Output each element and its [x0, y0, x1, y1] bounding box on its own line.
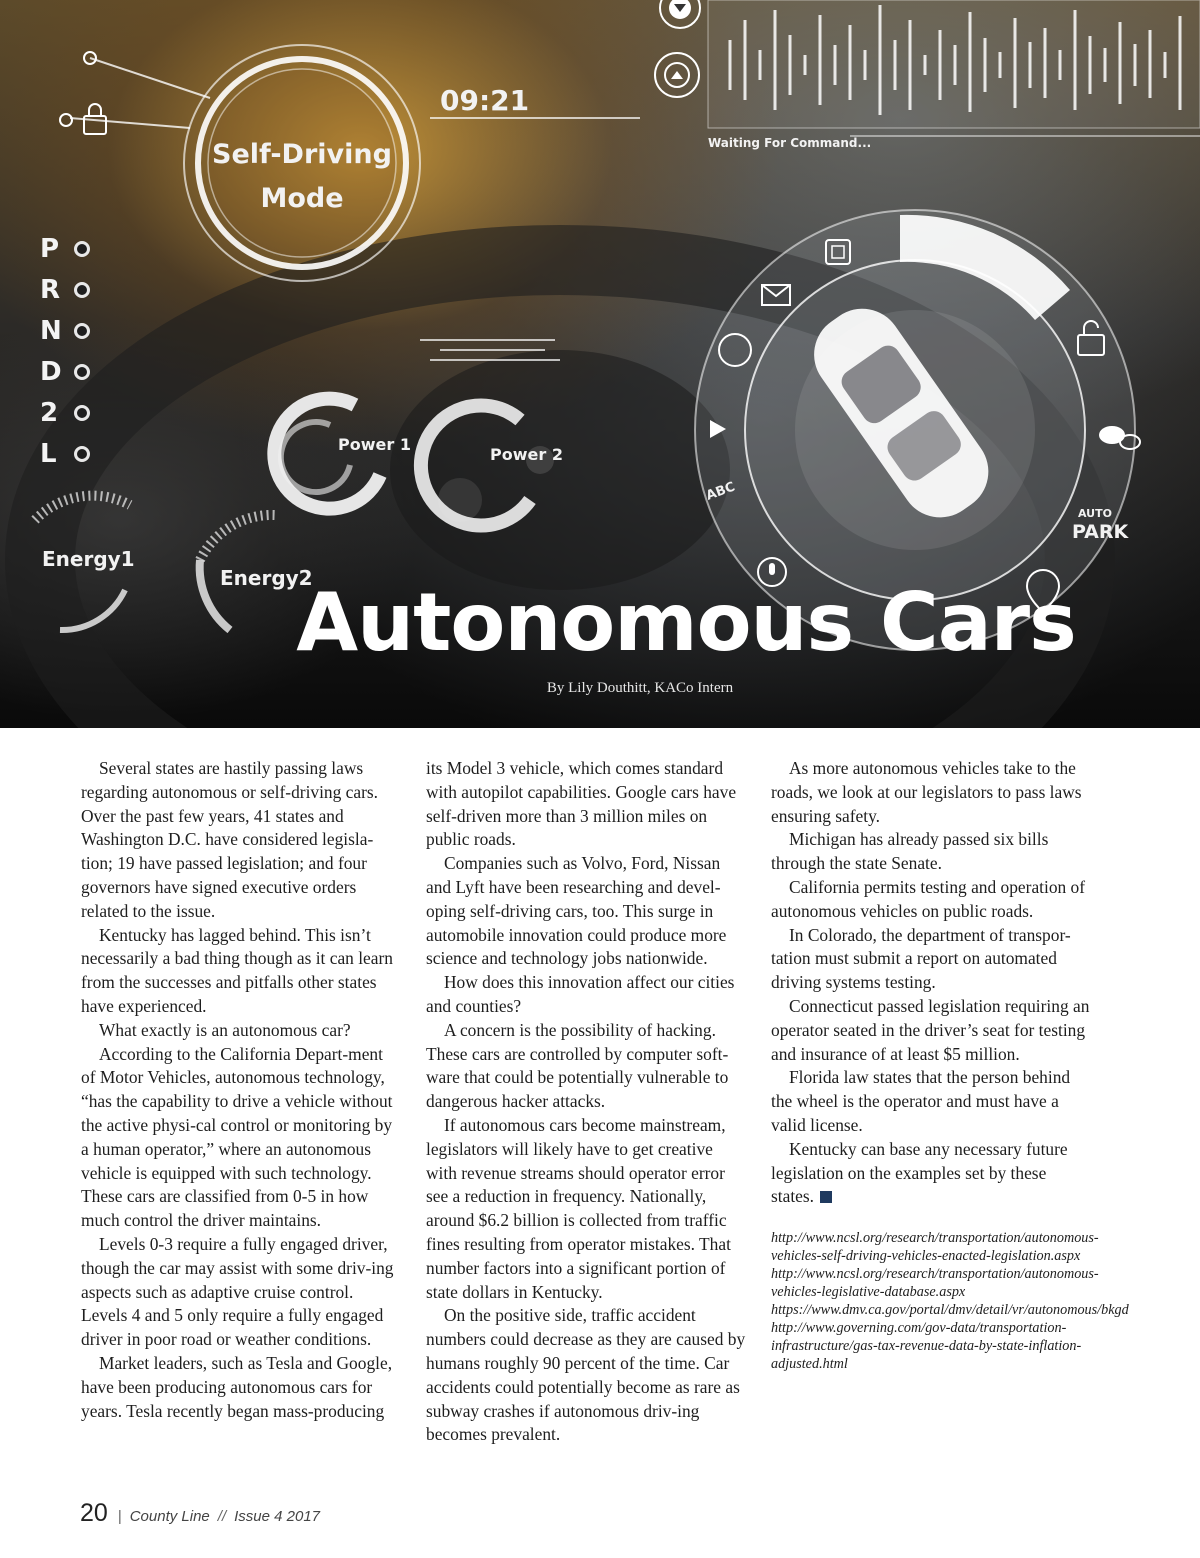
energy1-label: Energy1	[42, 547, 135, 571]
article-column-1	[81, 757, 401, 1423]
gear-row	[40, 392, 100, 433]
paragraph: California permits testing and operation of autonomous vehicles on public roads.	[771, 876, 1086, 921]
paragraph: If autonomous cars become mainstream, legislators will likely have to get creative with revenue streams should operator error see a reduction in frequency. Nationally, around $6.2 billion is collected from traffic fines resulting from operator mistakes. That number factors into a significant portion of state dollars in Kentucky.	[426, 1114, 731, 1302]
gear-indicator-icon	[74, 364, 90, 380]
paragraph: Florida law states that the person behind the wheel is the operator and must have a valid license.	[771, 1067, 1071, 1135]
scroll-down-icon	[660, 0, 700, 28]
issue-label: Issue 4 2017	[234, 1508, 321, 1525]
paragraph: Michigan has already passed six bills through the state Senate.	[771, 829, 1049, 874]
paragraph: its Model 3 vehicle, which comes standard with autopilot capabilities. Google cars have self-driven more than 3 million miles on public roads.	[426, 758, 737, 850]
gear-row	[40, 433, 100, 474]
abc-label: ABC	[704, 479, 738, 504]
reference-link[interactable]: http://www.ncsl.org/research/transportation/autonomous-vehicles-legislative-database.aspx	[771, 1266, 1099, 1300]
paragraph: Connecticut passed legislation requiring an operator seated in the driver’s seat for testing and insurance of at least $5 million.	[771, 995, 1090, 1064]
scroll-up-icon	[655, 53, 699, 97]
waveform-panel	[708, 0, 1200, 128]
paragraph: Market leaders, such as Tesla and Google, have been producing autonomous cars for years. Tesla recently began mass-producing	[81, 1352, 393, 1421]
paragraph-text: Kentucky can base any necessary future legislation on the examples set by these states.	[771, 1138, 1068, 1207]
paragraph: Several states are hastily passing laws regarding autonomous or self-driving cars. Over the past few years, 41 states and Washington D.C. have considered legisla-tion; 19 have passed legislation; and four governors have signed executive orders related to the issue.	[81, 758, 379, 921]
gear-letter: D	[40, 356, 62, 387]
paragraph: According to the California Depart-ment of Motor Vehicles, autonomous technology, “has the capability to drive a vehicle without the active physi-cal control or monitoring by a human operator,” where an autonomous vehicle is equipped with such technology. These cars are classified from 0-5 in how much control the driver maintains.	[81, 1043, 393, 1231]
article-title: Autonomous Cars	[296, 576, 1076, 669]
auto-label: AUTO	[1078, 507, 1112, 520]
hud-time-text: 09:21	[440, 84, 530, 117]
references-list	[771, 1229, 1129, 1373]
reference-link[interactable]: http://www.governing.com/gov-data/transportation-infrastructure/gas-tax-revenue-data-by-state-inflation-adjusted.html	[771, 1320, 1082, 1372]
gear-indicator-icon	[74, 446, 90, 462]
gear-row	[40, 228, 100, 269]
waiting-command-text: Waiting For Command...	[708, 136, 872, 150]
paragraph: In Colorado, the department of transpor-tation must submit a report on automated driving systems testing.	[771, 924, 1071, 993]
paragraph: Kentucky has lagged behind. This isn’t necessarily a bad thing though as it can learn from the successes and pitfalls other states have experienced.	[81, 924, 393, 1016]
energy2-label: Energy2	[220, 566, 313, 590]
page-number: 20	[80, 1499, 108, 1527]
paragraph: Companies such as Volvo, Ford, Nissan and Lyft have been researching and devel-oping self-driving cars, too. This surge in automobile innovation could produce more science and technology jobs nationwide.	[426, 853, 727, 969]
paragraph: A concern is the possibility of hacking. These cars are controlled by computer soft-ware that could be potentially vulnerable to dangerous hacker attacks.	[426, 1019, 729, 1112]
article-column-3	[771, 757, 1093, 1209]
paragraph-final	[771, 1138, 1093, 1209]
paragraph: As more autonomous vehicles take to the roads, we look at our legislators to pass laws ensuring safety.	[771, 758, 1082, 826]
paragraph: What exactly is an autonomous car?	[99, 1019, 351, 1040]
self-driving-mode-dial	[60, 45, 420, 281]
gear-indicator-icon	[74, 405, 90, 421]
gear-letter: R	[40, 274, 61, 305]
gear-row	[40, 310, 100, 351]
power1-label: Power 1	[338, 435, 411, 454]
park-label: PARK	[1072, 521, 1129, 543]
gear-indicator-icon	[74, 282, 90, 298]
gear-letter: N	[40, 315, 62, 346]
gear-row	[40, 269, 100, 310]
reference-link[interactable]: https://www.dmv.ca.gov/portal/dmv/detail/vr/autonomous/bkgd	[771, 1302, 1129, 1318]
page-footer	[80, 1499, 320, 1528]
reference-link[interactable]: http://www.ncsl.org/research/transportation/autonomous-vehicles-self-driving-vehicles-enacted-legislation.aspx	[771, 1230, 1099, 1264]
hero-image	[0, 0, 1200, 728]
mode-line1-text: Self-Driving	[212, 139, 392, 170]
footer-separator: |	[117, 1508, 122, 1525]
paragraph: How does this innovation affect our cities and counties?	[426, 972, 735, 1016]
power2-label: Power 2	[490, 445, 563, 464]
mode-line2-text: Mode	[260, 183, 344, 214]
gear-selector	[40, 228, 100, 474]
paragraph: On the positive side, traffic accident numbers could decrease as they are caused by humans roughly 90 percent of the time. Car accidents could potentially become as rare as subway crashes if autonomous driv-ing becomes prevalent.	[426, 1305, 746, 1445]
end-of-article-icon	[820, 1191, 832, 1203]
gear-row	[40, 351, 100, 392]
gear-letter: P	[40, 233, 60, 264]
footer-slashes: //	[217, 1508, 227, 1525]
paragraph: Levels 0-3 require a fully engaged driver, though the car may assist with some driv-ing aspects such as adaptive cruise control. Levels 4 and 5 only require a fully engaged driver in poor road or weather conditions.	[81, 1233, 394, 1350]
article-column-2	[426, 757, 748, 1447]
gear-letter: L	[40, 438, 57, 469]
gear-indicator-icon	[74, 241, 90, 257]
gear-letter: 2	[40, 397, 59, 428]
publication-name: County Line	[129, 1508, 210, 1525]
power1-gauge	[274, 399, 411, 509]
gear-indicator-icon	[74, 323, 90, 339]
article-byline: By Lily Douthitt, KACo Intern	[546, 680, 734, 696]
